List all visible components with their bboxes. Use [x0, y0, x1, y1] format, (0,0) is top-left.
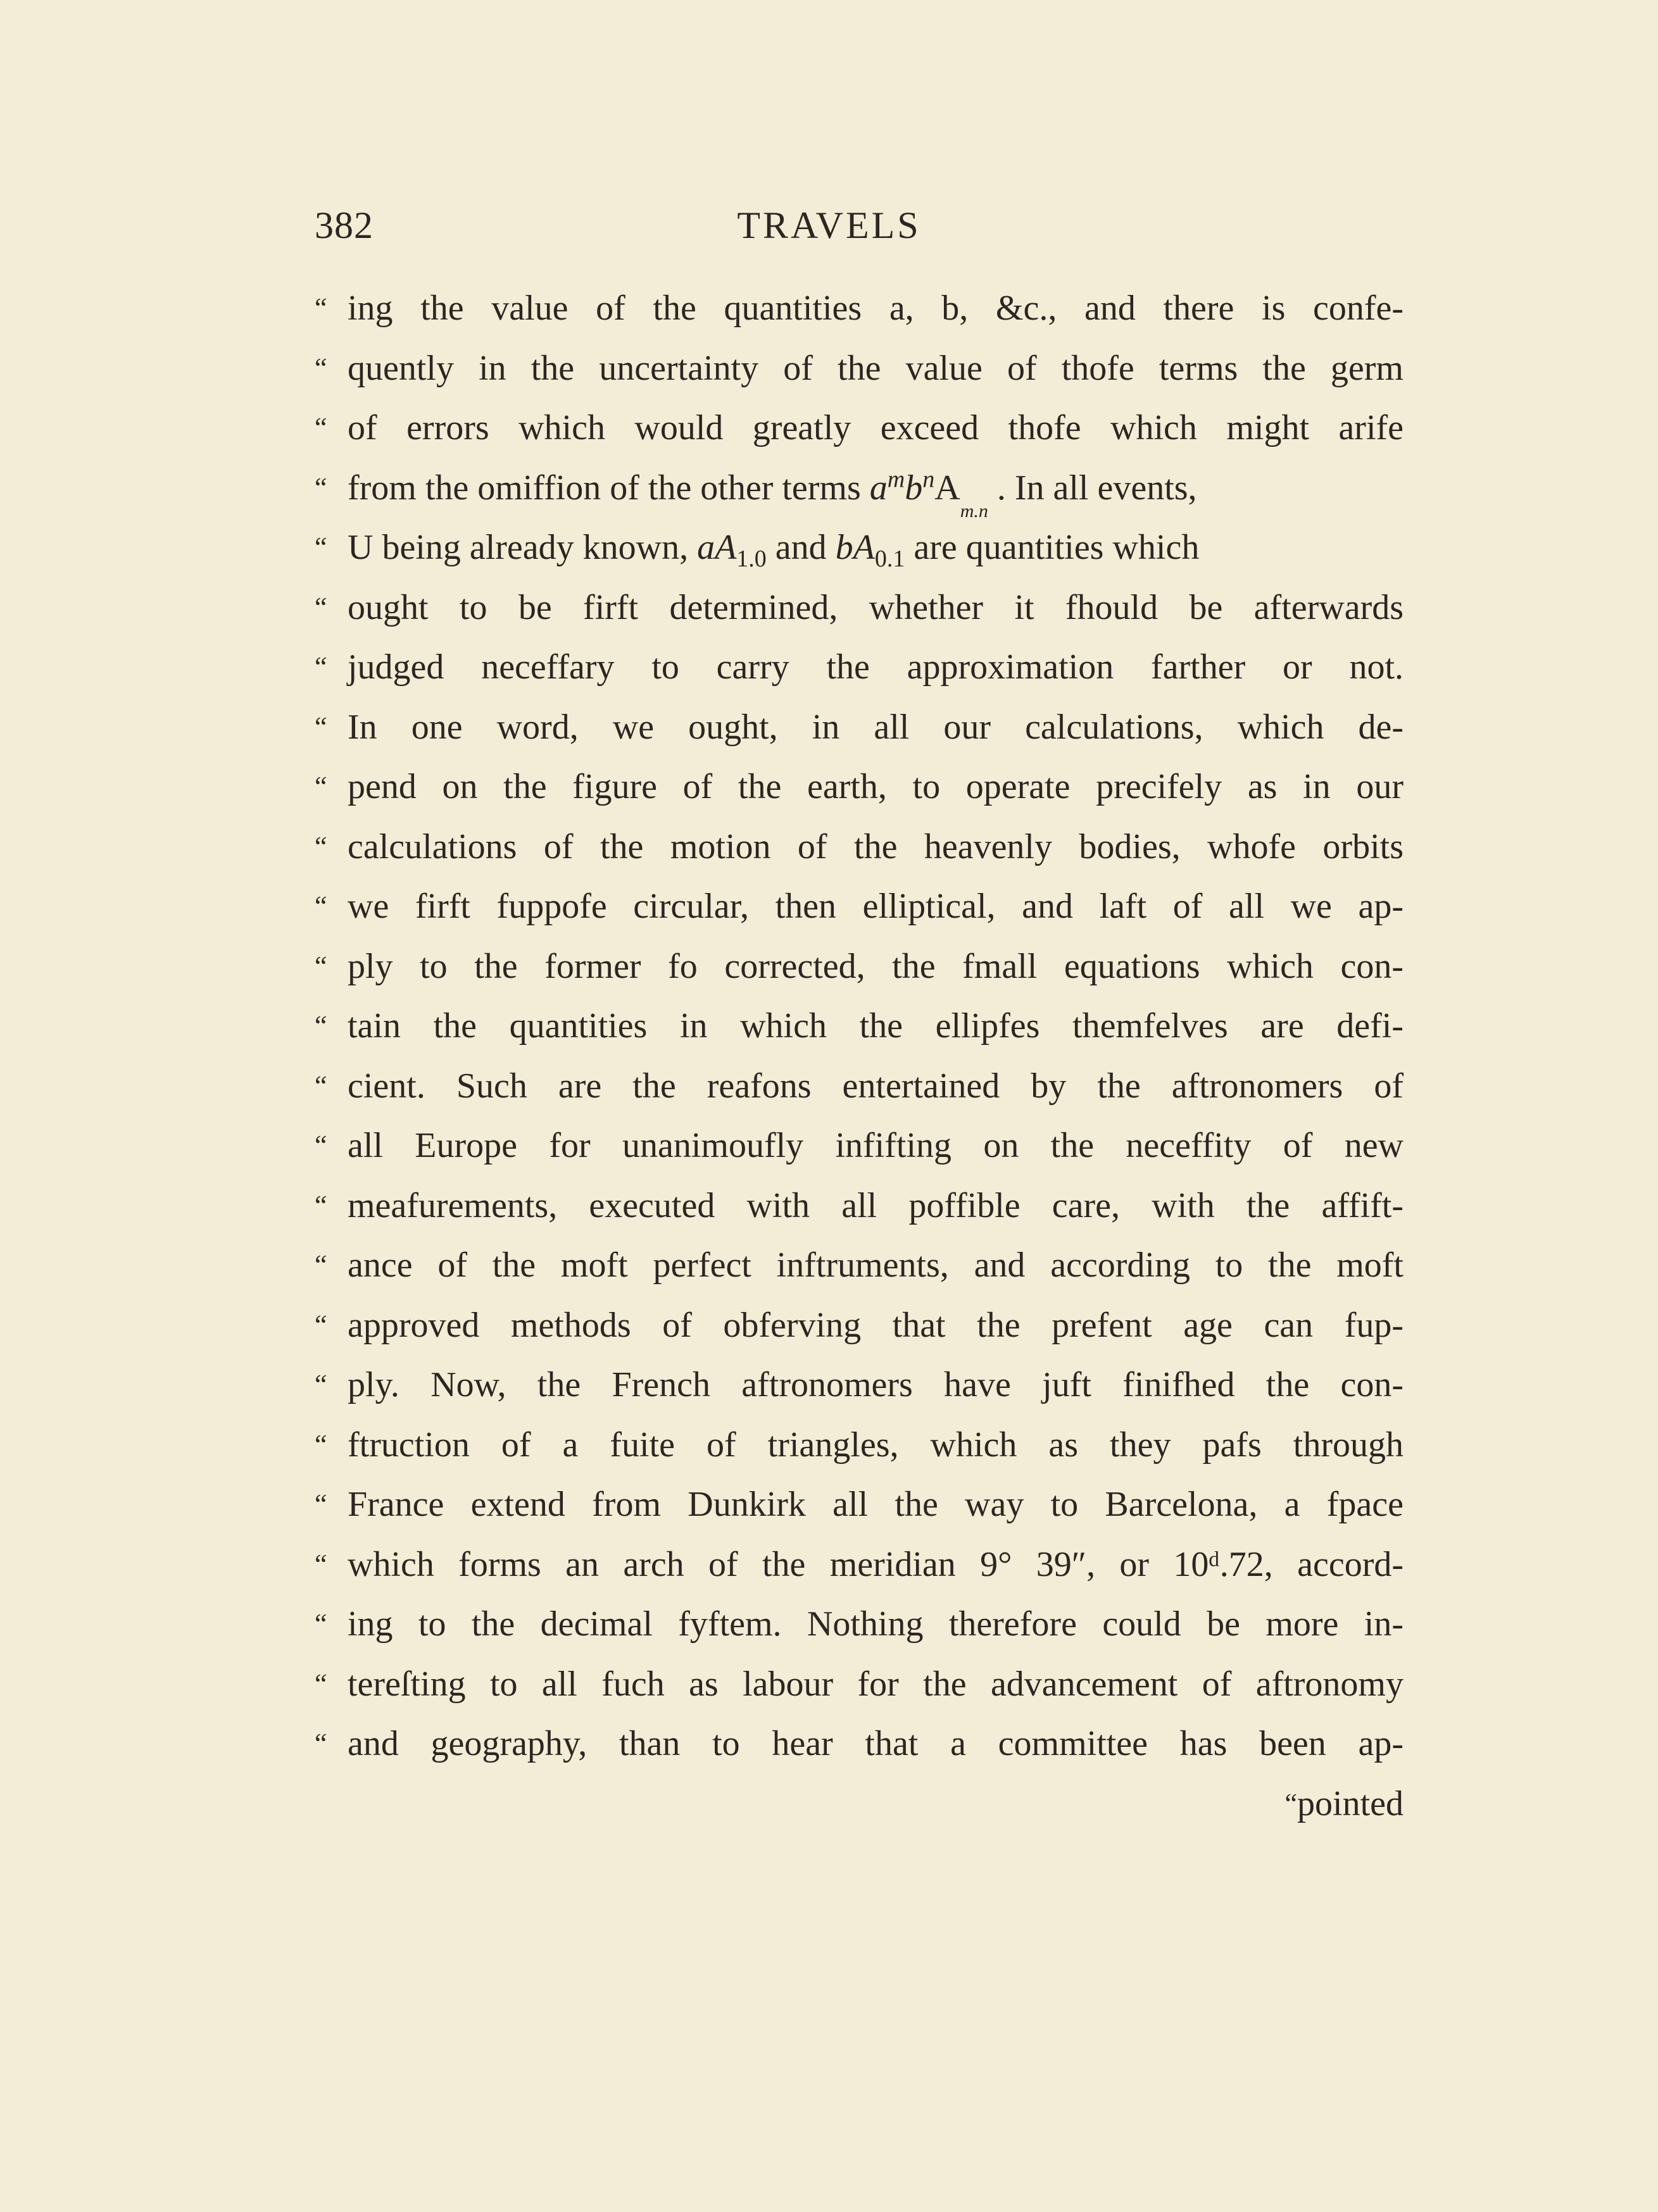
page-number: 382 [315, 204, 374, 246]
body-text [315, 278, 1404, 1834]
text-line [315, 278, 1404, 339]
quote-mark: “ [315, 1369, 327, 1400]
quote-mark: “ [315, 1728, 327, 1759]
formula-and: and [775, 528, 827, 567]
quote-mark: “ [315, 472, 327, 503]
text-line-formula [315, 518, 1404, 578]
text-line [315, 1116, 1404, 1176]
text-line [315, 817, 1404, 877]
formula-a: a [869, 468, 888, 508]
text-line [315, 1714, 1404, 1774]
text-line [315, 339, 1404, 399]
line-text: meafurements, executed with all poffible care, with the affift- [348, 1185, 1404, 1225]
text-line [315, 1654, 1404, 1715]
text-line [315, 1535, 1404, 1595]
text-line [315, 937, 1404, 997]
quote-mark: “ [315, 890, 327, 922]
line-text: quently in the uncertainty of the value of thofe terms the germ [348, 348, 1404, 388]
running-head: TRAVELS [737, 204, 921, 246]
line-text: tain the quantities in which the ellipfes themfelves are defi- [348, 1006, 1404, 1046]
formula-sub-2: 0.1 [874, 546, 905, 573]
text-line [315, 578, 1404, 638]
line-text [348, 458, 1404, 522]
text-line [315, 757, 1404, 817]
quote-mark: “ [315, 950, 327, 982]
quote-mark: “ [315, 532, 327, 563]
line-tail: are quantities which [914, 528, 1200, 567]
text-line [315, 877, 1404, 937]
formula-b: b [905, 468, 923, 508]
formula-sub-mn: m.n [960, 500, 988, 522]
line-text: approved methods of obferving that the prefent age can fup- [348, 1305, 1404, 1345]
line-lead: from the omiffion of the other terms [348, 468, 861, 508]
text-line [315, 1176, 1404, 1236]
line-lead: U being already known, [348, 528, 689, 567]
line-text: ought to be firft determined, whether it fhould be afterwards [348, 587, 1404, 627]
text-line [315, 1235, 1404, 1296]
text-line [315, 1355, 1404, 1415]
quote-mark: “ [315, 830, 327, 862]
catchword: pointed [1297, 1784, 1404, 1823]
line-text: France extend from Dunkirk all the way to Barcelona, a fpace [348, 1485, 1404, 1524]
quote-mark: “ [315, 1130, 327, 1161]
line-text: In one word, we ought, in all our calculations, which de- [348, 707, 1404, 747]
line-text: tereſting to all fuch as labour for the advancement of aftronomy [348, 1664, 1404, 1704]
quote-mark: “ [315, 1309, 327, 1340]
quote-mark: “ [315, 1070, 327, 1101]
quote-mark: “ [315, 1189, 327, 1221]
line-text: ance of the moft perfect inftruments, and according to the moft [348, 1246, 1404, 1285]
quote-mark: “ [315, 1548, 327, 1580]
quote-mark: “ [315, 651, 327, 682]
quote-mark: “ [1284, 1787, 1298, 1819]
line-text: of errors which would greatly exceed thofe which might arife [348, 408, 1404, 447]
line-text: cient. Such are the reafons entertained by the aftronomers of [348, 1066, 1404, 1106]
line-text: ing to the decimal fyftem. Nothing therefore could be more in- [348, 1604, 1404, 1644]
quote-mark: “ [315, 1428, 327, 1460]
formula-aA: aA [697, 528, 737, 567]
quote-mark: “ [315, 591, 327, 623]
quote-mark: “ [315, 1608, 327, 1639]
line-text: pend on the figure of the earth, to operate precifely as in our [348, 767, 1404, 806]
text-line [315, 1415, 1404, 1475]
quote-mark: “ [315, 1249, 327, 1280]
line-text [348, 518, 1404, 578]
line-text: ing the value of the quantities a, b, &c., and there is confe- [348, 289, 1404, 328]
line-text: ply. Now, the French aftronomers have juft finifhed the con- [348, 1365, 1404, 1404]
line-text: ply to the former fo corrected, the fmall equations which con- [348, 946, 1404, 986]
text-line [315, 637, 1404, 697]
quote-mark: “ [315, 771, 327, 802]
text-line-formula [315, 458, 1404, 522]
text-line [315, 398, 1404, 458]
quote-mark: “ [315, 711, 327, 742]
quote-mark: “ [315, 352, 327, 384]
line-text: we firft fuppofe circular, then elliptical, and laft of all we ap- [348, 887, 1404, 926]
text-line [315, 1594, 1404, 1654]
text-line [315, 1056, 1404, 1116]
quote-mark: “ [315, 1668, 327, 1699]
text-line [315, 697, 1404, 758]
line-text: which forms an arch of the meridian 9° 39″, or 10ᵈ.72, accord- [348, 1544, 1404, 1584]
quote-mark: “ [315, 1010, 327, 1041]
text-line [315, 1475, 1404, 1535]
line-text: judged neceffary to carry the approximation farther or not. [348, 647, 1404, 687]
line-text: calculations of the motion of the heavenly bodies, whofe orbits [348, 827, 1404, 866]
quote-mark: “ [315, 412, 327, 443]
line-text: all Europe for unanimoufly infifting on the neceffity of new [348, 1126, 1404, 1165]
formula-A: A [934, 468, 960, 508]
formula-bA: bA [835, 528, 875, 567]
quote-mark: “ [315, 1489, 327, 1520]
formula-exp-n: n [922, 465, 935, 492]
quote-mark: “ [315, 292, 327, 323]
line-tail: . In all events, [996, 468, 1197, 508]
formula-sub-1: 1.0 [736, 546, 767, 573]
formula-exp-m: m [887, 465, 905, 492]
text-line [315, 1296, 1404, 1356]
catchword-line [315, 1774, 1404, 1834]
text-line [315, 996, 1404, 1056]
line-text: ftruction of a fuite of triangles, which as they pafs through [348, 1425, 1404, 1465]
line-text: and geography, than to hear that a committee has been ap- [348, 1724, 1404, 1763]
